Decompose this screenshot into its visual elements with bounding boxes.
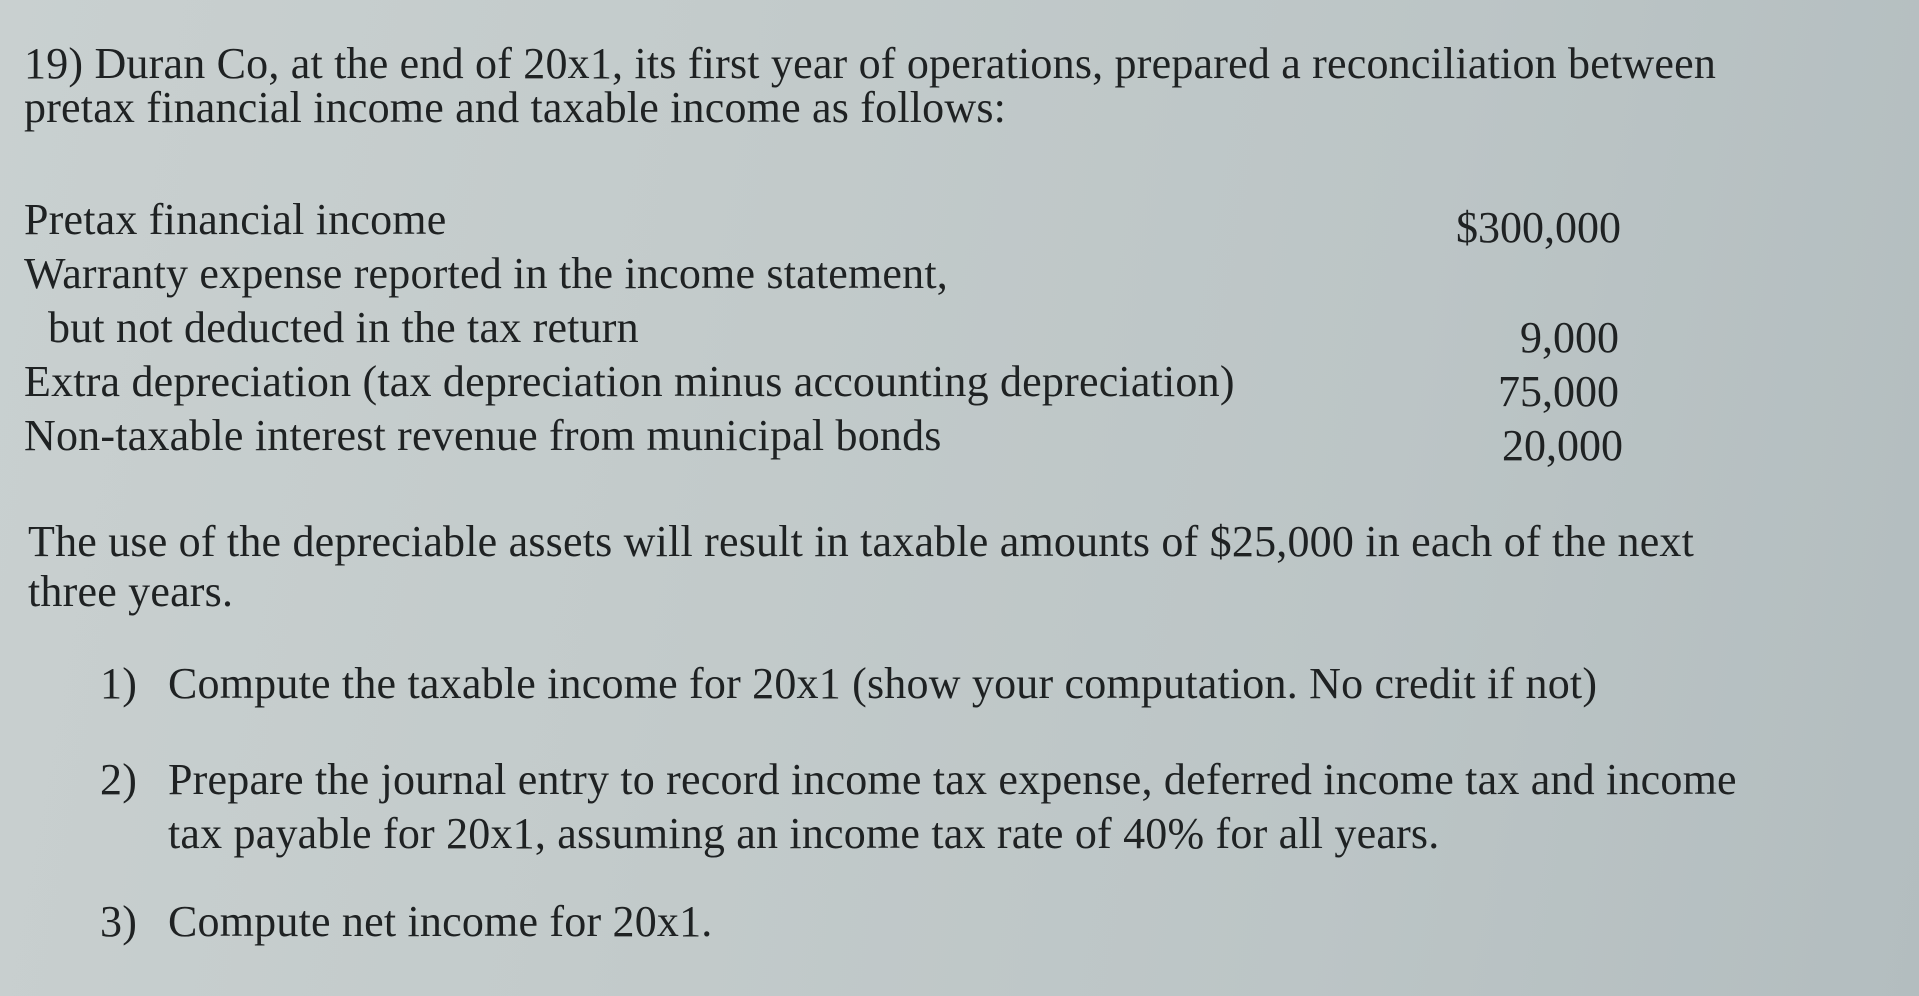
question-text: Compute net income for 20x1. bbox=[168, 897, 713, 946]
warranty-label-line-2: but not deducted in the tax return bbox=[48, 303, 639, 352]
question-3 bbox=[100, 897, 713, 946]
depreciable-assets-note-line-1: The use of the depreciable assets will result in taxable amounts of $25,000 in each of the next bbox=[28, 517, 1695, 566]
warranty-amount: 9,000 bbox=[1520, 313, 1619, 362]
problem-intro-line-1: 19) Duran Co, at the end of 20x1, its first year of operations, prepared a reconciliation between bbox=[24, 39, 1717, 88]
extra-depreciation-label: Extra depreciation (tax depreciation minus accounting depreciation) bbox=[24, 357, 1235, 406]
question-1 bbox=[100, 659, 1598, 708]
question-text: Compute the taxable income for 20x1 (show your computation. No credit if not) bbox=[168, 659, 1598, 708]
municipal-interest-label: Non-taxable interest revenue from municipal bonds bbox=[24, 411, 942, 460]
warranty-label-line-1: Warranty expense reported in the income statement, bbox=[24, 249, 948, 298]
question-number: 2) bbox=[100, 755, 138, 804]
pretax-income-amount: $300,000 bbox=[1456, 203, 1621, 252]
question-number: 1) bbox=[100, 659, 138, 708]
depreciable-assets-note-line-2: three years. bbox=[28, 567, 234, 616]
question-2-continuation: tax payable for 20x1, assuming an income tax rate of 40% for all years. bbox=[168, 809, 1440, 858]
extra-depreciation-amount: 75,000 bbox=[1498, 367, 1619, 416]
problem-intro-line-2: pretax financial income and taxable income as follows: bbox=[24, 83, 1007, 132]
question-number: 3) bbox=[100, 897, 138, 946]
pretax-income-label: Pretax financial income bbox=[24, 195, 447, 244]
municipal-interest-amount: 20,000 bbox=[1502, 421, 1623, 470]
question-text: Prepare the journal entry to record income tax expense, deferred income tax and income bbox=[168, 755, 1737, 804]
question-2 bbox=[100, 755, 1737, 804]
